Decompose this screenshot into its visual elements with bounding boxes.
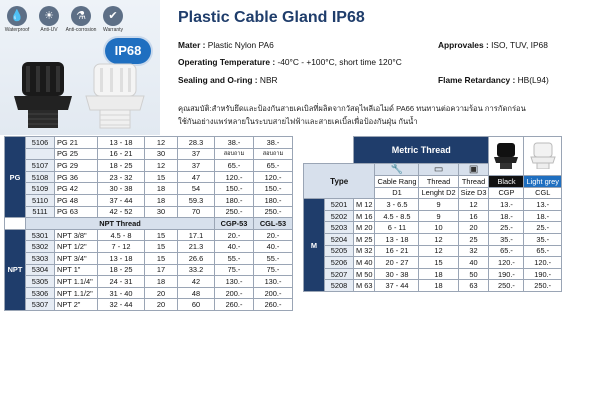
product-code: 5201 bbox=[325, 199, 354, 211]
thread-size: PG 36 bbox=[55, 171, 98, 183]
thread-diameter: 48 bbox=[178, 287, 215, 299]
price-cgp: 250.- bbox=[215, 206, 254, 218]
black-header: Black bbox=[489, 176, 524, 188]
thread-length: 9 bbox=[419, 210, 458, 222]
badge-label: Anti-UV bbox=[40, 27, 58, 33]
spec-value: -40°C - +100°C, short time 120°C bbox=[277, 57, 402, 67]
thread-length: 15 bbox=[419, 257, 458, 269]
price-cgl: 40.- bbox=[254, 241, 293, 253]
price-cgl: 200.- bbox=[254, 287, 293, 299]
cable-range: 4.5 - 8 bbox=[98, 229, 145, 241]
cable-range: 30 - 38 bbox=[375, 268, 419, 280]
product-code: 5109 bbox=[26, 183, 55, 195]
price-cgl: 55.- bbox=[254, 252, 293, 264]
price-cgp: 250.- bbox=[489, 280, 524, 292]
price-cgp: 65.- bbox=[215, 160, 254, 172]
thread-size: PG 48 bbox=[55, 194, 98, 206]
thread-size-header: Thread bbox=[458, 176, 489, 188]
table-row bbox=[304, 280, 562, 292]
thread-diameter: 47 bbox=[178, 171, 215, 183]
table-row bbox=[5, 287, 293, 299]
thread-size: M 63 bbox=[354, 280, 375, 292]
price-cgl: 250.- bbox=[524, 280, 561, 292]
spec-value: NBR bbox=[259, 75, 278, 85]
cable-range: 6 - 11 bbox=[375, 222, 419, 234]
price-cgp: 18.- bbox=[489, 210, 524, 222]
thread-length: 15 bbox=[145, 229, 178, 241]
table-row bbox=[5, 276, 293, 288]
thread-length: 12 bbox=[419, 245, 458, 257]
thread-size-d3: 16 bbox=[458, 210, 489, 222]
description-line: คุณสมบัติ:สำหรับยึดและป้องกันสายเคเบิลที่ผลิตจากวัสดุไพลีเอไมด์ PA66 ทนทานต่อความร้อน การกัดกร่อน bbox=[178, 104, 526, 113]
table-row bbox=[5, 206, 293, 218]
thread-length: 30 bbox=[145, 206, 178, 218]
price-cgl: 180.- bbox=[254, 194, 293, 206]
price-cgp: 55.- bbox=[215, 252, 254, 264]
thread-size: NPT 3/8" bbox=[55, 229, 98, 241]
cable-range: 3 - 6.5 bbox=[375, 199, 419, 211]
npt-header-row bbox=[5, 218, 293, 230]
product-code bbox=[26, 148, 55, 160]
thread-length-icon: ▭ bbox=[419, 164, 458, 176]
spec-material bbox=[178, 40, 274, 50]
table-row bbox=[5, 183, 293, 195]
spec-flame bbox=[438, 75, 549, 85]
price-cgp: 120.- bbox=[215, 171, 254, 183]
badge-anti-corrosion bbox=[65, 6, 97, 33]
price-cgl: 18.- bbox=[524, 210, 561, 222]
thread-size-sub: Size D3 bbox=[458, 187, 489, 199]
thread-size: M 32 bbox=[354, 245, 375, 257]
price-cgl: 120.- bbox=[524, 257, 561, 269]
thread-length: 18 bbox=[419, 280, 458, 292]
price-cgp: 150.- bbox=[215, 183, 254, 195]
spec-label: Flame Retardancy : bbox=[438, 75, 518, 85]
price-cgl: 120.- bbox=[254, 171, 293, 183]
cgl-53-header: CGL-53 bbox=[254, 218, 293, 230]
thread-size: NPT 1.1/2" bbox=[55, 287, 98, 299]
product-code: 5108 bbox=[26, 171, 55, 183]
thread-diameter: 37 bbox=[178, 160, 215, 172]
thread-length-sub: Lenght D2 bbox=[419, 187, 458, 199]
product-code: 5303 bbox=[26, 252, 55, 264]
table-row bbox=[304, 257, 562, 269]
feature-badges bbox=[4, 6, 126, 33]
thread-size-d3: 25 bbox=[458, 233, 489, 245]
price-cgp: 75.- bbox=[215, 264, 254, 276]
wrench-icon: 🔧 bbox=[375, 164, 419, 176]
thread-length: 12 bbox=[419, 233, 458, 245]
thread-diameter: 60 bbox=[178, 299, 215, 311]
price-cgp: 260.- bbox=[215, 299, 254, 311]
thread-size: PG 29 bbox=[55, 160, 98, 172]
metric-thread-table bbox=[303, 136, 562, 292]
cable-range: 7 - 12 bbox=[98, 241, 145, 253]
table-row bbox=[5, 229, 293, 241]
table-row bbox=[5, 194, 293, 206]
cable-range: 42 - 52 bbox=[98, 206, 145, 218]
table-row bbox=[5, 264, 293, 276]
thread-diameter: 17.1 bbox=[178, 229, 215, 241]
cable-range: 31 - 40 bbox=[98, 287, 145, 299]
cable-range: 30 - 38 bbox=[98, 183, 145, 195]
table-row bbox=[304, 268, 562, 280]
price-cgl: 13.- bbox=[524, 199, 561, 211]
product-image-panel bbox=[0, 0, 160, 135]
price-cgp: 13.- bbox=[489, 199, 524, 211]
thread-size-d3: 32 bbox=[458, 245, 489, 257]
thread-size: NPT 1" bbox=[55, 264, 98, 276]
white-cable-gland-image bbox=[80, 62, 150, 130]
product-code: 5107 bbox=[26, 160, 55, 172]
spec-value: Plastic Nylon PA6 bbox=[207, 40, 274, 50]
price-cgl: 75.- bbox=[254, 264, 293, 276]
light-grey-header: Light grey bbox=[524, 176, 561, 188]
table-row bbox=[5, 171, 293, 183]
spec-label: Operating Temperature : bbox=[178, 57, 278, 67]
table-row bbox=[5, 241, 293, 253]
product-code: 5305 bbox=[26, 276, 55, 288]
price-cgp: 120.- bbox=[489, 257, 524, 269]
product-code: 5208 bbox=[325, 280, 354, 292]
flask-icon: ⚗ bbox=[71, 6, 91, 26]
badge-label: Waterproof bbox=[4, 27, 30, 33]
thread-diameter: 42 bbox=[178, 276, 215, 288]
sun-icon: ☀ bbox=[39, 6, 59, 26]
price-cgp: 130.- bbox=[215, 276, 254, 288]
black-cable-gland-image bbox=[8, 58, 78, 130]
table-row bbox=[304, 222, 562, 234]
cable-range: 13 - 18 bbox=[98, 137, 145, 149]
thread-size-icon: ▣ bbox=[458, 164, 489, 176]
price-cgl: 38.- bbox=[254, 137, 293, 149]
npt-group-label: NPT bbox=[5, 229, 26, 310]
price-cgp: 65.- bbox=[489, 245, 524, 257]
thread-diameter: 70 bbox=[178, 206, 215, 218]
spec-temperature bbox=[178, 57, 402, 67]
table-row bbox=[304, 199, 562, 211]
table-row bbox=[304, 233, 562, 245]
thread-length: 12 bbox=[145, 137, 178, 149]
ip68-badge: IP68 bbox=[105, 38, 151, 64]
product-code: 5111 bbox=[26, 206, 55, 218]
product-code: 5301 bbox=[26, 229, 55, 241]
shield-icon: ✔ bbox=[103, 6, 123, 26]
thread-size-d3: 63 bbox=[458, 280, 489, 292]
table-row bbox=[304, 245, 562, 257]
cable-range: 37 - 44 bbox=[98, 194, 145, 206]
droplet-icon: 💧 bbox=[7, 6, 27, 26]
metric-group-label: M bbox=[304, 199, 325, 292]
thread-size: M 25 bbox=[354, 233, 375, 245]
spec-value: HB(L94) bbox=[517, 75, 549, 85]
thread-size: PG 25 bbox=[55, 148, 98, 160]
price-cgp: 190.- bbox=[489, 268, 524, 280]
table-row bbox=[5, 148, 293, 160]
thread-size: NPT 3/4" bbox=[55, 252, 98, 264]
badge-anti-uv bbox=[36, 6, 62, 33]
thread-length: 20 bbox=[145, 287, 178, 299]
page-title: Plastic Cable Gland IP68 bbox=[178, 9, 365, 26]
table-row bbox=[5, 252, 293, 264]
cable-range: 4.5 - 8.5 bbox=[375, 210, 419, 222]
cable-range: 24 - 31 bbox=[98, 276, 145, 288]
thread-length: 15 bbox=[145, 241, 178, 253]
price-cgp: 180.- bbox=[215, 194, 254, 206]
thread-length-header: Thread bbox=[419, 176, 458, 188]
price-cgl: 260.- bbox=[254, 299, 293, 311]
thread-size: M 20 bbox=[354, 222, 375, 234]
cable-range: 13 - 18 bbox=[98, 252, 145, 264]
price-cgl: 130.- bbox=[254, 276, 293, 288]
cgp-header: CGP bbox=[489, 187, 524, 199]
spec-sealing bbox=[178, 75, 278, 85]
product-code: 5203 bbox=[325, 222, 354, 234]
price-cgp: 20.- bbox=[215, 229, 254, 241]
thread-length: 15 bbox=[145, 252, 178, 264]
thread-diameter: 33.2 bbox=[178, 264, 215, 276]
badge-label: Warranty bbox=[102, 27, 124, 33]
cable-range-header: Cable Rang bbox=[375, 176, 419, 188]
type-header: Type bbox=[304, 164, 375, 199]
cable-range: 20 - 27 bbox=[375, 257, 419, 269]
product-code: 5304 bbox=[26, 264, 55, 276]
thread-size: PG 42 bbox=[55, 183, 98, 195]
thread-size-d3: 50 bbox=[458, 268, 489, 280]
badge-label: Anti-corrosion bbox=[65, 27, 97, 33]
thread-size: NPT 2" bbox=[55, 299, 98, 311]
thread-size: PG 21 bbox=[55, 137, 98, 149]
thread-size-d3: 12 bbox=[458, 199, 489, 211]
spec-label: Sealing and O-ring : bbox=[178, 75, 260, 85]
thread-length: 17 bbox=[145, 264, 178, 276]
price-cgl: 65.- bbox=[524, 245, 561, 257]
spec-value: ISO, TUV, IP68 bbox=[491, 40, 548, 50]
price-cgp: 38.- bbox=[215, 137, 254, 149]
thread-diameter: 26.6 bbox=[178, 252, 215, 264]
product-code: 5205 bbox=[325, 245, 354, 257]
price-cgl: สอบถาม bbox=[254, 148, 293, 160]
black-gland-thumb bbox=[489, 137, 524, 176]
thread-length: 18 bbox=[145, 183, 178, 195]
price-cgl: 35.- bbox=[524, 233, 561, 245]
thread-size: M 50 bbox=[354, 268, 375, 280]
cable-range: 13 - 18 bbox=[375, 233, 419, 245]
thread-length: 30 bbox=[145, 148, 178, 160]
spacer-cell bbox=[5, 218, 26, 230]
price-cgl: 250.- bbox=[254, 206, 293, 218]
thread-size: NPT 1/2" bbox=[55, 241, 98, 253]
thread-diameter: 21.3 bbox=[178, 241, 215, 253]
cable-range: 32 - 44 bbox=[98, 299, 145, 311]
pg-group-label: PG bbox=[5, 137, 26, 218]
thread-diameter: 37 bbox=[178, 148, 215, 160]
spacer-cell bbox=[304, 137, 354, 164]
price-cgl: 190.- bbox=[524, 268, 561, 280]
table-row bbox=[5, 137, 293, 149]
spec-label: Approvales : bbox=[438, 40, 492, 50]
price-cgl: 65.- bbox=[254, 160, 293, 172]
cable-range: 16 - 21 bbox=[375, 245, 419, 257]
thread-length: 10 bbox=[419, 222, 458, 234]
product-code: 5106 bbox=[26, 137, 55, 149]
spec-label: Mater : bbox=[178, 40, 208, 50]
thread-length: 18 bbox=[419, 268, 458, 280]
price-cgp: 35.- bbox=[489, 233, 524, 245]
price-cgl: 25.- bbox=[524, 222, 561, 234]
thread-diameter: 54 bbox=[178, 183, 215, 195]
cable-range: 18 - 25 bbox=[98, 264, 145, 276]
table-row bbox=[5, 299, 293, 311]
pg-npt-table bbox=[4, 136, 293, 311]
cable-range-sub: D1 bbox=[375, 187, 419, 199]
cable-range: 18 - 25 bbox=[98, 160, 145, 172]
table-row bbox=[304, 210, 562, 222]
table-row bbox=[5, 160, 293, 172]
grey-gland-thumb bbox=[524, 137, 561, 176]
badge-waterproof bbox=[4, 6, 30, 33]
thread-length: 9 bbox=[419, 199, 458, 211]
badge-warranty bbox=[100, 6, 126, 33]
thread-length: 20 bbox=[145, 299, 178, 311]
product-code: 5110 bbox=[26, 194, 55, 206]
product-code: 5204 bbox=[325, 233, 354, 245]
thread-size: M 40 bbox=[354, 257, 375, 269]
thread-size: M 16 bbox=[354, 210, 375, 222]
cgp-53-header: CGP-53 bbox=[215, 218, 254, 230]
price-cgl: 150.- bbox=[254, 183, 293, 195]
product-code: 5202 bbox=[325, 210, 354, 222]
product-description bbox=[178, 102, 598, 128]
thread-size: M 12 bbox=[354, 199, 375, 211]
product-code: 5307 bbox=[26, 299, 55, 311]
product-code: 5306 bbox=[26, 287, 55, 299]
npt-thread-header: NPT Thread bbox=[26, 218, 215, 230]
cgl-header: CGL bbox=[524, 187, 561, 199]
cable-range: 16 - 21 bbox=[98, 148, 145, 160]
price-cgp: 200.- bbox=[215, 287, 254, 299]
thread-length: 18 bbox=[145, 276, 178, 288]
metric-thread-title: Metric Thread bbox=[354, 137, 489, 164]
product-code: 5302 bbox=[26, 241, 55, 253]
cable-range: 37 - 44 bbox=[375, 280, 419, 292]
thread-size-d3: 40 bbox=[458, 257, 489, 269]
spec-approvals bbox=[438, 40, 548, 50]
thread-diameter: 59.3 bbox=[178, 194, 215, 206]
thread-length: 15 bbox=[145, 171, 178, 183]
thread-length: 18 bbox=[145, 194, 178, 206]
price-cgp: 25.- bbox=[489, 222, 524, 234]
price-cgp: 40.- bbox=[215, 241, 254, 253]
price-cgp: สอบถาม bbox=[215, 148, 254, 160]
thread-length: 12 bbox=[145, 160, 178, 172]
cable-range: 23 - 32 bbox=[98, 171, 145, 183]
product-code: 5206 bbox=[325, 257, 354, 269]
thread-size: NPT 1.1/4" bbox=[55, 276, 98, 288]
thread-size-d3: 20 bbox=[458, 222, 489, 234]
thread-diameter: 28.3 bbox=[178, 137, 215, 149]
product-code: 5207 bbox=[325, 268, 354, 280]
product-header bbox=[0, 0, 600, 135]
thread-size: PG 63 bbox=[55, 206, 98, 218]
description-line: ใช้กันอย่างแพร่หลายในระบบสายไฟฟ้าและสายเคเบิ้ลเพื่อป้องกันฝุ่น กันน้ำ bbox=[178, 117, 418, 126]
price-cgl: 20.- bbox=[254, 229, 293, 241]
